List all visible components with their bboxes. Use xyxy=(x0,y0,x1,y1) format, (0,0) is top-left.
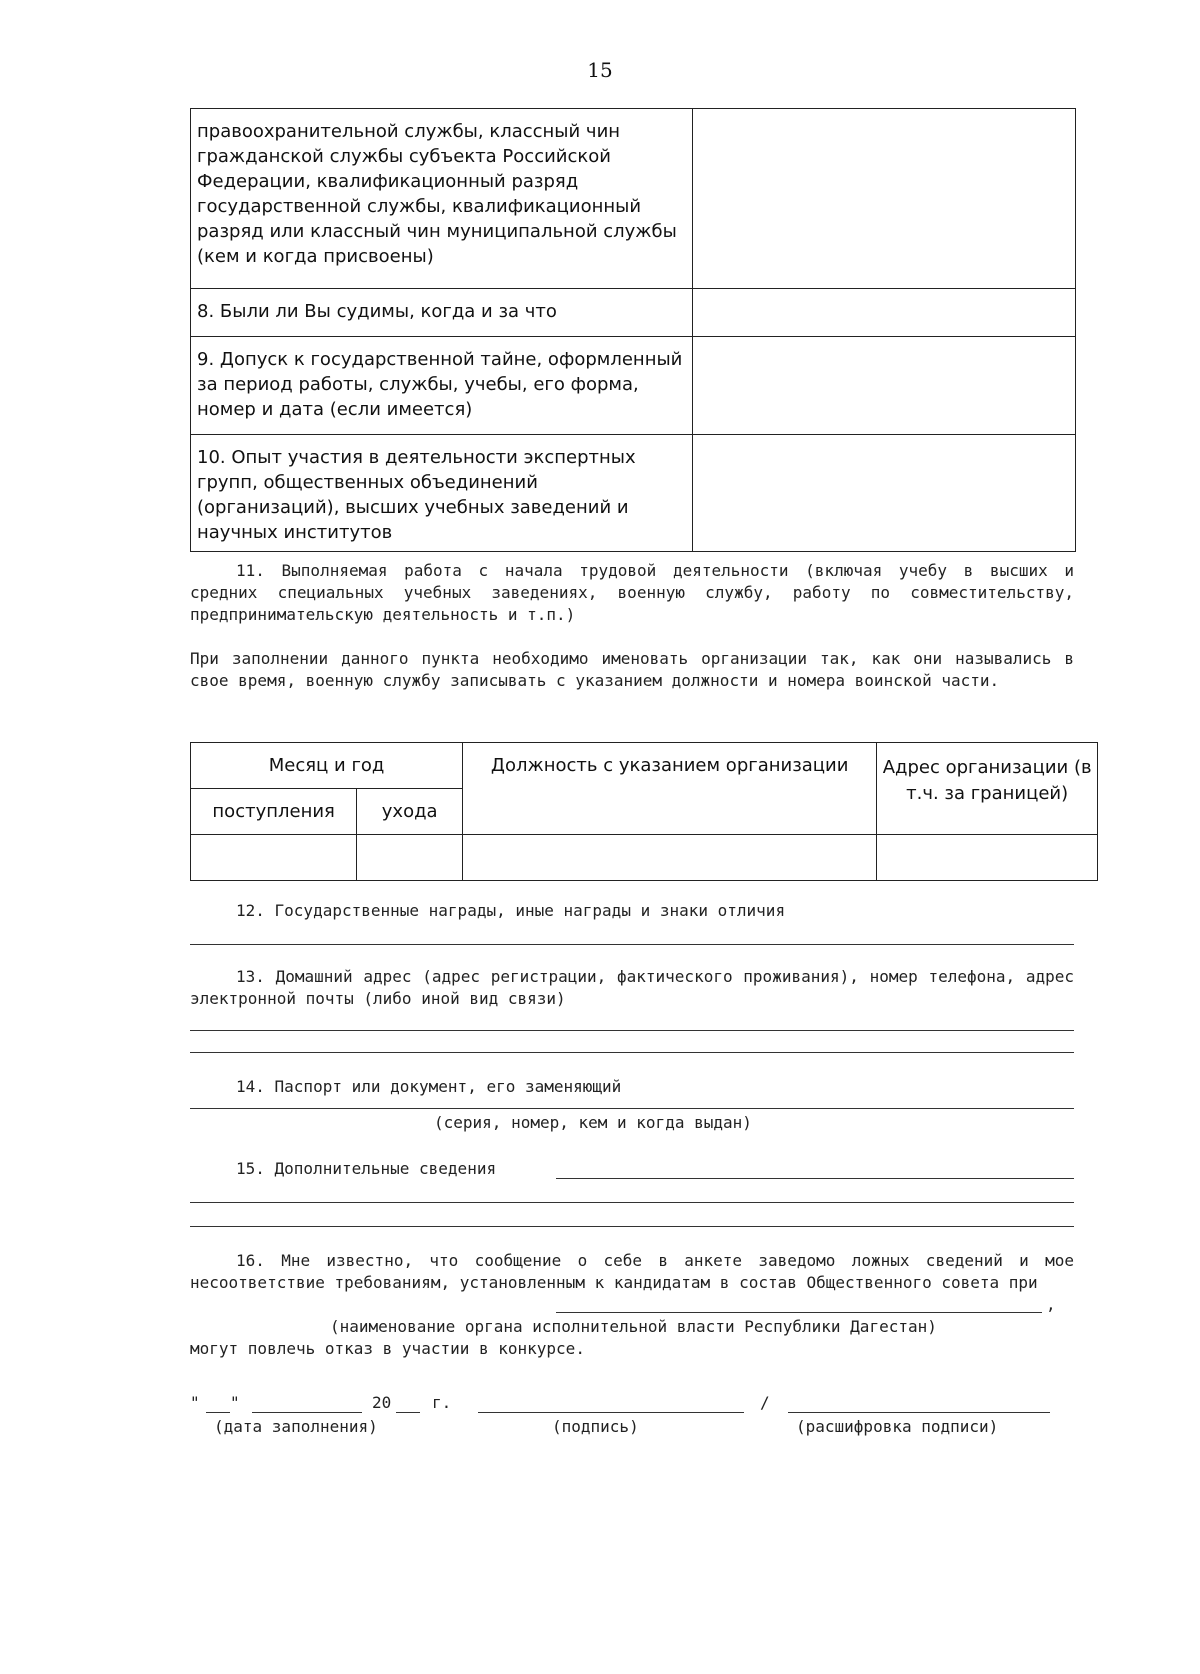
table-row xyxy=(191,435,1076,552)
date-quote-open: " xyxy=(190,1393,200,1412)
signature-caption: (подпись) xyxy=(552,1417,639,1436)
table-row xyxy=(191,835,1098,881)
item-16-body: 16. Мне известно, что сообщение о себе в анкете заведомо ложных сведений и мое несоответствие требованиям, установленным к кандидатам в состав Общественного совета при xyxy=(190,1251,1074,1292)
item-16-tail: могут повлечь отказ в участии в конкурсе. xyxy=(190,1339,585,1358)
item-13-text: 13. Домашний адрес (адрес регистрации, фактического проживания), номер телефона, адрес электронной почты (либо иной вид связи) xyxy=(190,967,1074,1008)
answer-line[interactable] xyxy=(556,1178,1074,1179)
item-15-text: 15. Дополнительные сведения xyxy=(236,1159,497,1178)
page-number: 15 xyxy=(587,58,613,82)
year-line[interactable] xyxy=(396,1412,420,1413)
answer-cell[interactable] xyxy=(692,289,1075,337)
answer-cell[interactable] xyxy=(692,435,1075,552)
item-16-caption: (наименование органа исполнительной власти Республики Дагестан) xyxy=(330,1317,937,1336)
signature-slash: / xyxy=(760,1393,770,1412)
questionnaire-table xyxy=(190,108,1076,552)
date-quote-close: " xyxy=(230,1393,240,1412)
answer-line[interactable] xyxy=(190,944,1074,945)
month-line[interactable] xyxy=(252,1412,362,1413)
header-end: ухода xyxy=(357,789,463,835)
table-row xyxy=(191,289,1076,337)
answer-cell[interactable] xyxy=(692,337,1075,435)
table-row xyxy=(191,337,1076,435)
answer-cell[interactable] xyxy=(692,109,1075,289)
answer-line[interactable] xyxy=(190,1202,1074,1203)
year-suffix: г. xyxy=(432,1393,452,1412)
item-16-comma: , xyxy=(1046,1295,1056,1314)
question-cell: 8. Были ли Вы судимы, когда и за что xyxy=(191,289,693,337)
item-11-text: 11. Выполняемая работа с начала трудовой деятельности (включая учебу в высших и средних специальных учебных заведениях, военную службу, работу по совместительству, предпринимательскую деятельность и т.п.) xyxy=(190,561,1074,624)
question-cell: правоохранительной службы, классный чин гражданской службы субъекта Российской Федерации, квалификационный разряд государственной службы, квалификационный разряд или классный чин муниципальной службы (кем и когда присвоены) xyxy=(191,109,693,289)
decode-caption: (расшифровка подписи) xyxy=(796,1417,999,1436)
answer-line[interactable] xyxy=(190,1052,1074,1053)
question-cell: 9. Допуск к государственной тайне, оформленный за период работы, службы, учебы, его форма, номер и дата (если имеется) xyxy=(191,337,693,435)
header-month-year: Месяц и год xyxy=(191,743,463,789)
end-cell[interactable] xyxy=(357,835,463,881)
answer-line[interactable] xyxy=(190,1030,1074,1031)
item-14-text: 14. Паспорт или документ, его заменяющий xyxy=(236,1077,622,1096)
table-row xyxy=(191,743,1098,789)
answer-line[interactable] xyxy=(190,1108,1074,1109)
header-start: поступления xyxy=(191,789,357,835)
item-11-note: При заполнении данного пункта необходимо именовать организации так, как они назывались в свое время, военную службу записывать с указанием должности и номера воинской части. xyxy=(190,649,1074,690)
question-cell: 10. Опыт участия в деятельности экспертных групп, общественных объединений (организаций), высших учебных заведений и научных институтов xyxy=(191,435,693,552)
item-16-text xyxy=(190,1250,1074,1316)
year-prefix: 20 xyxy=(372,1393,392,1412)
header-position: Должность с указанием организации xyxy=(463,743,877,835)
header-address: Адрес организации (в т.ч. за границей) xyxy=(877,743,1098,835)
item-12-text: 12. Государственные награды, иные награды и знаки отличия xyxy=(236,901,786,920)
day-line[interactable] xyxy=(206,1412,230,1413)
answer-line[interactable] xyxy=(190,1226,1074,1227)
table-row xyxy=(191,109,1076,289)
organ-name-line[interactable] xyxy=(556,1312,1042,1313)
start-cell[interactable] xyxy=(191,835,357,881)
date-caption: (дата заполнения) xyxy=(214,1417,378,1436)
position-cell[interactable] xyxy=(463,835,877,881)
item-14-caption: (серия, номер, кем и когда выдан) xyxy=(434,1113,752,1132)
signature-line[interactable] xyxy=(478,1412,744,1413)
address-cell[interactable] xyxy=(877,835,1098,881)
work-history-table xyxy=(190,742,1098,881)
decode-line[interactable] xyxy=(788,1412,1050,1413)
